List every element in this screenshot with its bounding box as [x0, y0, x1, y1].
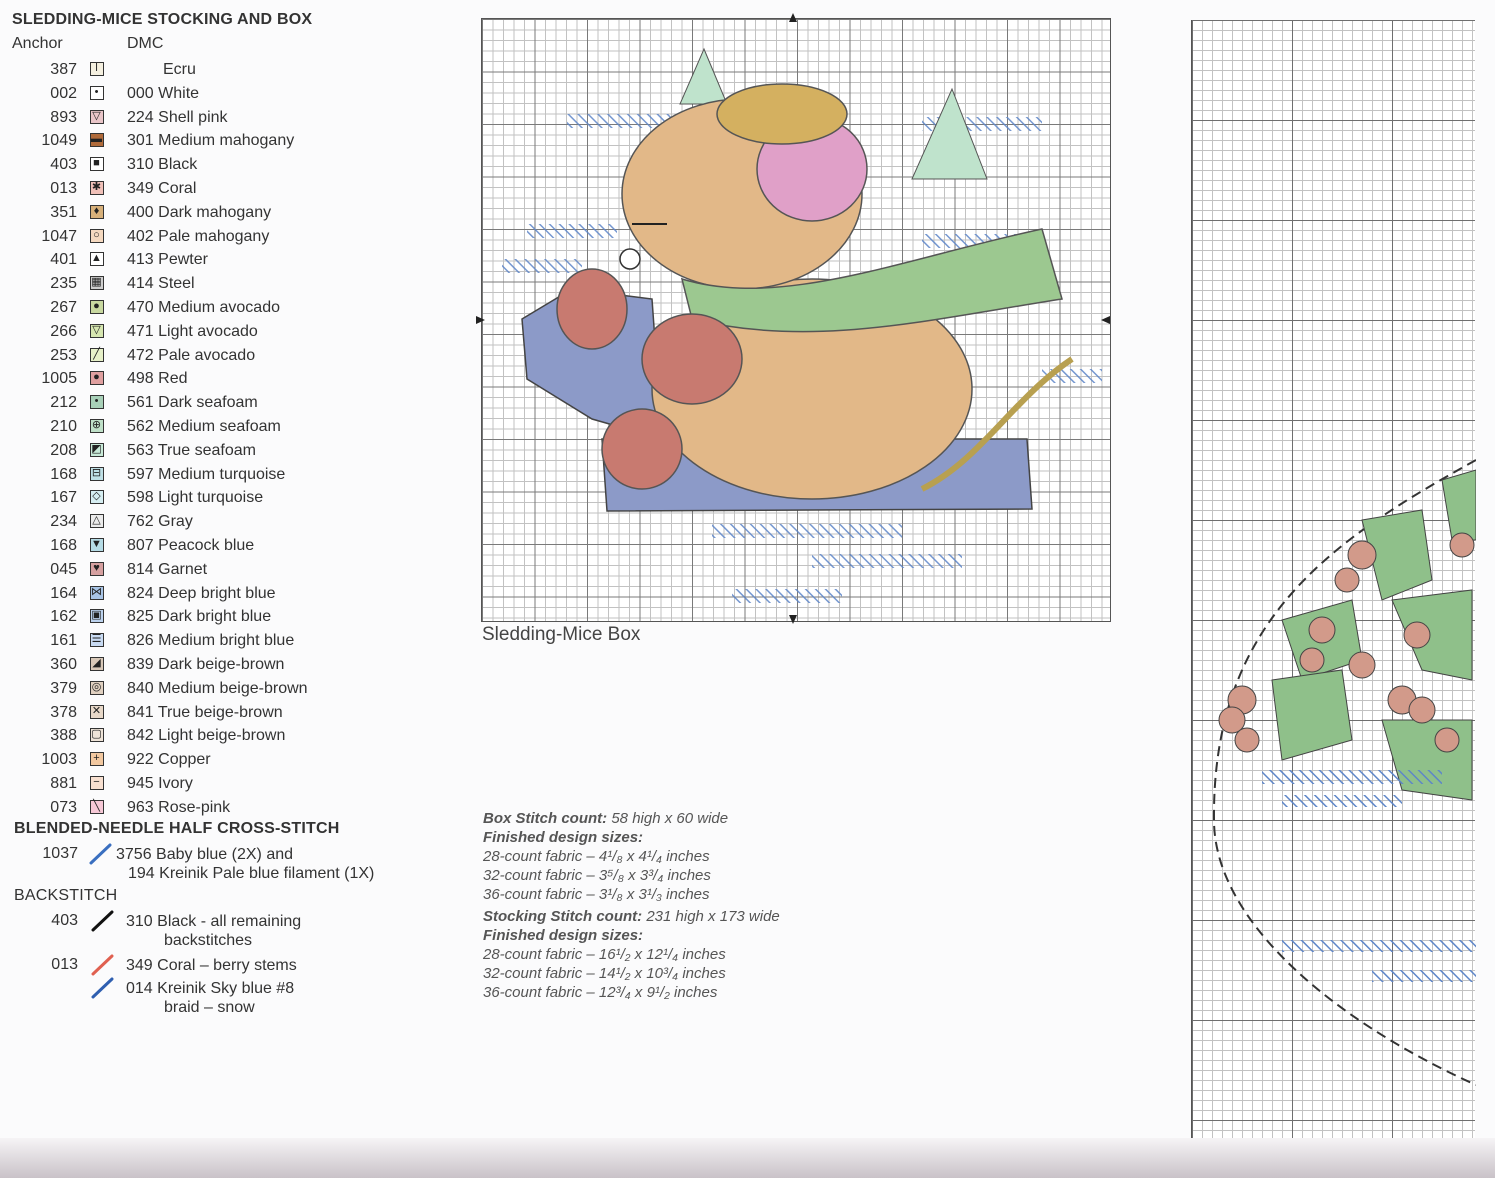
- backstitch-row-black: [0, 912, 460, 956]
- stitch-symbol-glyph: •: [94, 395, 99, 408]
- stitch-symbol-icon: [90, 300, 104, 314]
- color-key-row: [0, 583, 470, 605]
- dmc-color-name: 826 Medium bright blue: [127, 632, 295, 650]
- stocking-chart-artwork: [1192, 20, 1476, 1165]
- anchor-number: 167: [50, 489, 77, 507]
- dmc-color-name: 963 Rose-pink: [127, 798, 231, 816]
- blue-stroke-icon: [88, 977, 118, 1001]
- stitch-symbol-icon: [90, 467, 104, 481]
- dmc-color-name: 470 Medium avocado: [127, 299, 280, 316]
- stitch-symbol-glyph: ●: [93, 300, 100, 312]
- color-key-row: [0, 178, 470, 200]
- stitch-symbol-icon: [90, 371, 104, 385]
- stitch-symbol-icon: [90, 514, 104, 528]
- stitch-count-block: [483, 809, 780, 1002]
- color-key-row: [0, 59, 470, 81]
- blended-needle-header: BLENDED-NEEDLE HALF CROSS-STITCH: [14, 820, 340, 837]
- box-chart-caption: Sledding-Mice Box: [482, 624, 641, 645]
- stitch-symbol-icon: [90, 205, 104, 219]
- backstitch-line1: 310 Black - all remaining: [126, 913, 302, 930]
- dmc-color-name: 762 Gray: [127, 513, 193, 531]
- dmc-color-name: 301 Medium mahogany: [127, 132, 295, 150]
- dmc-color-name: 561 Dark seafoam: [127, 394, 258, 412]
- dmc-color-name: 922 Copper: [127, 751, 211, 769]
- dmc-color-name: 840 Medium beige-brown: [127, 679, 308, 697]
- color-key-row: [0, 416, 470, 438]
- stitch-symbol-icon: [90, 62, 104, 76]
- dmc-color-name: 598 Light turquoise: [127, 489, 264, 507]
- coral-stroke-icon: [88, 954, 118, 978]
- backstitch-line2: braid – snow: [164, 999, 255, 1016]
- stitch-symbol-glyph: ▬: [91, 133, 102, 146]
- color-key-row: [0, 535, 470, 557]
- anchor-number: 403: [50, 156, 77, 174]
- dmc-color-name: 825 Dark bright blue: [127, 608, 272, 626]
- stocking-finished-label: Finished design sizes:: [483, 927, 644, 944]
- color-key-row: [0, 559, 470, 581]
- stitch-symbol-glyph: ♥: [93, 561, 100, 574]
- stitch-symbol-glyph: ⊕: [91, 419, 102, 431]
- dmc-color-name: 824 Deep bright blue: [127, 584, 276, 602]
- anchor-number: 388: [50, 727, 77, 745]
- dmc-color-name: 224 Shell pink: [127, 108, 228, 126]
- stitch-symbol-icon: [90, 157, 104, 171]
- anchor-number: 881: [50, 775, 77, 792]
- stitch-symbol-glyph: ▲: [91, 252, 102, 265]
- stitch-symbol-icon: [90, 538, 104, 552]
- anchor-number: 045: [50, 560, 77, 578]
- anchor-number: 379: [50, 679, 77, 697]
- color-key-row: [0, 725, 470, 747]
- color-key-row: [0, 464, 470, 486]
- dmc-color-name: 807 Peacock blue: [127, 537, 255, 554]
- dmc-color-name: 597 Medium turquoise: [127, 465, 286, 483]
- stitch-symbol-icon: [90, 776, 104, 790]
- stitch-symbol-glyph: ▦: [91, 276, 102, 289]
- stitch-symbol-icon: [90, 443, 104, 457]
- blended-line1: 3756 Baby blue (2X) and: [116, 846, 294, 863]
- stocking-chart-grid: [1191, 20, 1475, 1165]
- stitch-symbol-icon: [90, 110, 104, 124]
- anchor-number: 893: [50, 108, 77, 126]
- stitch-symbol-icon: [90, 419, 104, 433]
- box-size-36: 36-count fabric – 3¹/₈ x 3¹/₃ inches: [483, 886, 710, 903]
- anchor-number: 161: [50, 632, 77, 650]
- backstitch-row-kreinik: [0, 979, 460, 1023]
- backstitch-line2: backstitches: [164, 932, 253, 949]
- anchor-number: 401: [50, 251, 77, 269]
- dmc-color-name: 498 Red: [127, 370, 188, 388]
- black-stroke-icon: [88, 910, 118, 934]
- stitch-symbol-icon: [90, 562, 104, 576]
- anchor-number: 002: [50, 84, 77, 102]
- anchor-number: 351: [50, 203, 77, 221]
- dmc-color-name: Ecru: [163, 61, 196, 78]
- dmc-color-name: 562 Medium seafoam: [127, 418, 281, 435]
- anchor-number: 378: [50, 703, 77, 721]
- stitch-symbol-icon: [90, 728, 104, 742]
- color-key-row: [0, 487, 470, 509]
- dmc-color-name: 945 Ivory: [127, 775, 193, 792]
- blended-anchor: 1037: [42, 845, 78, 862]
- stitch-symbol-glyph: ✕: [91, 704, 102, 717]
- stitch-symbol-glyph: ǀ: [95, 62, 98, 74]
- stitch-symbol-icon: [90, 133, 104, 147]
- color-key-row: [0, 749, 470, 771]
- anchor-number: 164: [50, 584, 77, 602]
- anchor-number: 168: [50, 465, 77, 483]
- stitch-symbol-glyph: ◢: [92, 657, 101, 669]
- color-key-row: [0, 630, 470, 652]
- anchor-number: 235: [50, 275, 77, 293]
- stitch-symbol-icon: [90, 752, 104, 766]
- stitch-symbol-glyph: ⋈: [91, 585, 102, 598]
- dmc-color-name: 814 Garnet: [127, 560, 208, 578]
- stitch-symbol-icon: [90, 348, 104, 362]
- stitch-symbol-glyph: ☰: [91, 633, 102, 646]
- backstitch-anchor: 013: [51, 956, 78, 973]
- stitch-symbol-glyph: ╲: [93, 799, 100, 812]
- anchor-number: 1005: [41, 370, 77, 388]
- color-key-row: [0, 654, 470, 676]
- blended-stroke-icon: [86, 843, 116, 867]
- dmc-color-name: 839 Dark beige-brown: [127, 656, 285, 673]
- page-bottom-shadow: [0, 1138, 1495, 1178]
- stitch-symbol-icon: [90, 490, 104, 504]
- color-key-row: [0, 606, 470, 628]
- color-key-row: [0, 511, 470, 533]
- color-key-row: [0, 321, 470, 343]
- stitch-symbol-icon: [90, 609, 104, 623]
- anchor-number: 208: [50, 441, 77, 459]
- stitch-symbol-glyph: ♦: [93, 204, 100, 217]
- stitch-symbol-icon: [90, 705, 104, 719]
- color-key-row: [0, 202, 470, 224]
- dmc-column-header: DMC: [127, 35, 164, 52]
- dmc-color-name: 471 Light avocado: [127, 322, 258, 340]
- stitch-symbol-icon: [90, 276, 104, 290]
- stitch-symbol-icon: [90, 252, 104, 266]
- stitch-symbol-glyph: ✱: [91, 181, 102, 193]
- stitch-symbol-glyph: +: [93, 752, 100, 765]
- stitch-symbol-icon: [90, 395, 104, 409]
- anchor-number: 013: [50, 180, 77, 197]
- color-key-row: [0, 392, 470, 414]
- color-key-row: [0, 345, 470, 367]
- stitch-symbol-glyph: ╱: [93, 347, 100, 360]
- backstitch-line1: 014 Kreinik Sky blue #8: [126, 980, 295, 997]
- anchor-number: 1003: [41, 751, 77, 769]
- dmc-color-name: 413 Pewter: [127, 251, 208, 269]
- stocking-size-32: 32-count fabric – 14¹/₂ x 10³/₄ inches: [483, 965, 726, 982]
- anchor-number: 210: [50, 418, 77, 435]
- stitch-symbol-icon: [90, 586, 104, 600]
- color-key-row: [0, 702, 470, 724]
- key-title: SLEDDING-MICE STOCKING AND BOX: [12, 11, 313, 28]
- stitch-symbol-glyph: ◎: [91, 680, 102, 693]
- anchor-number: 266: [50, 322, 77, 340]
- color-key-row: [0, 154, 470, 176]
- box-stitch-count: Box Stitch count: 58 high x 60 wide: [483, 810, 729, 827]
- stitch-symbol-icon: [90, 324, 104, 338]
- anchor-number: 212: [50, 394, 77, 412]
- blended-needle-row: [0, 845, 460, 889]
- color-key-row: [0, 297, 470, 319]
- dmc-color-name: 841 True beige-brown: [127, 703, 283, 721]
- box-finished-label: Finished design sizes:: [483, 829, 644, 846]
- backstitch-row-coral: [0, 956, 460, 978]
- backstitch-line1: 349 Coral – berry stems: [126, 957, 297, 974]
- stitch-symbol-glyph: •: [94, 85, 99, 98]
- anchor-number: 073: [50, 798, 77, 816]
- anchor-number: 267: [50, 299, 77, 316]
- stitch-symbol-glyph: ▽: [92, 109, 101, 122]
- dmc-color-name: 842 Light beige-brown: [127, 727, 286, 745]
- stitch-symbol-glyph: ▽: [92, 323, 101, 336]
- color-key-row: [0, 773, 470, 795]
- anchor-number: 360: [50, 656, 77, 673]
- dmc-color-name: 000 White: [127, 84, 200, 102]
- color-key-row: [0, 273, 470, 295]
- stitch-symbol-glyph: ◩: [91, 442, 102, 455]
- anchor-number: 253: [50, 346, 77, 364]
- backstitch-header: BACKSTITCH: [14, 887, 118, 904]
- stitch-symbol-glyph: −: [93, 776, 100, 788]
- stocking-stitch-count: Stocking Stitch count: 231 high x 173 wide: [483, 908, 780, 925]
- blended-line2: 194 Kreinik Pale blue filament (1X): [128, 865, 375, 882]
- anchor-number: 1049: [41, 132, 77, 150]
- dmc-color-name: 349 Coral: [127, 180, 197, 197]
- color-key-row: [0, 130, 470, 152]
- stitch-symbol-icon: [90, 681, 104, 695]
- stocking-size-28: 28-count fabric – 16¹/₂ x 12¹/₄ inches: [483, 946, 726, 963]
- dmc-color-name: 563 True seafoam: [127, 441, 256, 459]
- color-key-row: [0, 440, 470, 462]
- stitch-symbol-glyph: ●: [93, 371, 100, 384]
- anchor-column-header: Anchor: [12, 35, 63, 52]
- color-key-row: [0, 83, 470, 105]
- stitch-symbol-icon: [90, 181, 104, 195]
- stitch-symbol-glyph: ▣: [91, 609, 102, 622]
- stitch-symbol-glyph: ▢: [91, 728, 102, 741]
- dmc-color-name: 414 Steel: [127, 275, 195, 293]
- dmc-color-name: 400 Dark mahogany: [127, 203, 272, 221]
- dmc-color-name: 402 Pale mahogany: [127, 227, 270, 245]
- color-key-row: [0, 678, 470, 700]
- color-key-row: [0, 226, 470, 248]
- chart-center-markers: [470, 8, 1120, 633]
- anchor-number: 168: [50, 537, 77, 554]
- box-size-28: 28-count fabric – 4¹/₈ x 4¹/₄ inches: [483, 848, 710, 865]
- color-key-row: [0, 368, 470, 390]
- stitch-symbol-glyph: △: [92, 514, 101, 527]
- color-key-row: [0, 107, 470, 129]
- stocking-size-36: 36-count fabric – 12³/₄ x 9¹/₂ inches: [483, 984, 718, 1001]
- stitch-symbol-glyph: ◇: [92, 490, 101, 503]
- dmc-color-name: 472 Pale avocado: [127, 346, 256, 364]
- stitch-symbol-icon: [90, 800, 104, 814]
- stitch-symbol-glyph: ■: [93, 157, 100, 170]
- stitch-symbol-glyph: ○: [93, 228, 100, 241]
- stitch-symbol-glyph: ▼: [91, 538, 102, 550]
- anchor-number: 1047: [41, 227, 77, 245]
- stitch-symbol-glyph: ⊟: [91, 466, 102, 479]
- stitch-symbol-icon: [90, 657, 104, 671]
- box-size-32: 32-count fabric – 3⁵/₈ x 3³/₄ inches: [483, 867, 711, 884]
- stitch-symbol-icon: [90, 633, 104, 647]
- dmc-color-name: 310 Black: [127, 156, 198, 174]
- backstitch-anchor: 403: [51, 912, 78, 929]
- color-key-row: [0, 797, 470, 819]
- anchor-number: 387: [50, 61, 77, 78]
- color-key-row: [0, 249, 470, 271]
- stitch-symbol-icon: [90, 229, 104, 243]
- stitch-symbol-icon: [90, 86, 104, 100]
- anchor-number: 234: [50, 513, 77, 531]
- anchor-number: 162: [50, 608, 77, 626]
